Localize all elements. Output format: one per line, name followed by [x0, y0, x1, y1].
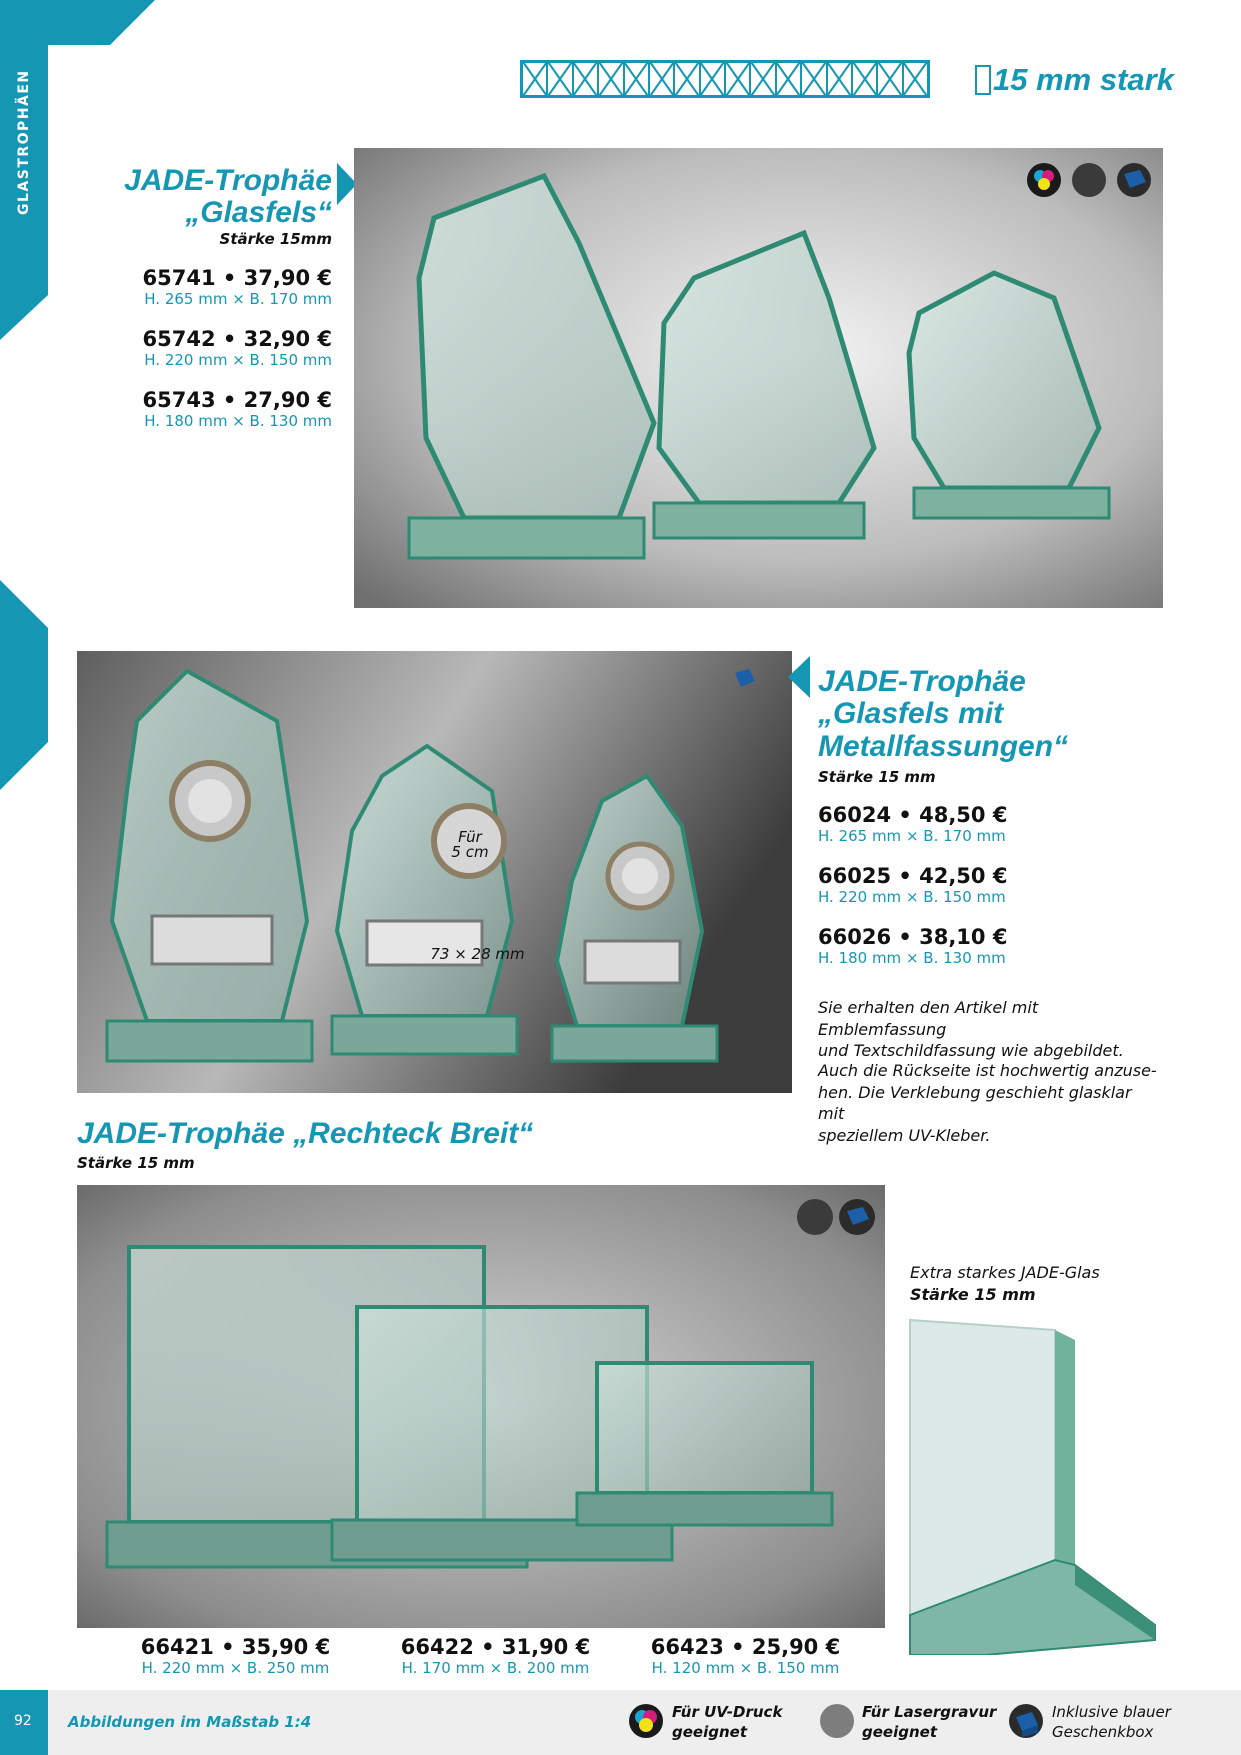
item-price: 66421 • 35,90 €	[140, 1635, 331, 1659]
footer-scale-note: Abbildungen im Maßstab 1:4	[68, 1713, 312, 1731]
metallfassungen-description-2	[818, 1060, 1158, 1146]
item-price: 65741 • 37,90 €	[142, 266, 332, 290]
rechteck-item	[638, 1635, 853, 1677]
plate-size-label: 73 × 28 mm	[430, 945, 525, 963]
footer-laser	[862, 1703, 996, 1742]
item-price: 65742 • 32,90 €	[142, 327, 332, 351]
item-dimensions: H. 220 mm × B. 250 mm	[141, 1659, 330, 1677]
uv-print-icon	[628, 1703, 664, 1739]
item-price: 65743 • 27,90 €	[142, 388, 332, 412]
glasfels-strength: Stärke 15mm	[219, 230, 332, 248]
item-dimensions: H. 120 mm × B. 150 mm	[651, 1659, 840, 1677]
missing-glyph-box	[975, 65, 991, 95]
header-garbled-title	[520, 60, 930, 98]
rechteck-title: JADE-Trophäe „Rechteck Breit“	[77, 1117, 534, 1150]
glasfels-title-line1: JADE-Trophäe	[124, 164, 332, 197]
glass-thickness-sample	[905, 1310, 1165, 1655]
metallfassungen-description-1	[818, 997, 1158, 1062]
footer-uv-line2: geeignet	[672, 1722, 747, 1741]
rechteck-strength: Stärke 15 mm	[77, 1154, 195, 1172]
metallfassungen-price-list	[818, 803, 1148, 967]
glass-caption-line1: Extra starkes JADE-Glas	[910, 1263, 1100, 1282]
side-category-label	[16, 201, 32, 215]
glasfels-product-photo	[354, 148, 1163, 608]
glass-caption-line2: Stärke 15 mm	[910, 1284, 1036, 1304]
desc2-line3: speziellem UV-Kleber.	[818, 1125, 991, 1145]
glass-sample-caption	[910, 1262, 1210, 1305]
footer-gift-box	[1052, 1703, 1171, 1742]
emblem-label-line2: 5 cm	[451, 843, 489, 861]
metallfassungen-strength: Stärke 15 mm	[818, 768, 936, 786]
glasfels-item	[100, 266, 332, 308]
glasfels-item	[100, 388, 332, 430]
item-dimensions: H. 220 mm × B. 150 mm	[144, 351, 332, 369]
gift-box-icon	[1008, 1703, 1044, 1739]
emblem-label-line1: Für	[458, 828, 482, 846]
desc1-line2: und Textschildfassung wie abgebildet.	[818, 1041, 1124, 1061]
metallfassungen-item	[818, 864, 1148, 906]
laser-engraving-icon	[820, 1704, 854, 1738]
item-dimensions: H. 170 mm × B. 200 mm	[401, 1659, 590, 1677]
item-price: 66422 • 31,90 €	[400, 1635, 591, 1659]
footer-laser-line1: Für Lasergravur	[862, 1703, 997, 1721]
header-thickness	[975, 62, 1174, 98]
footer-uv-line1: Für UV-Druck	[672, 1703, 783, 1721]
rechteck-product-photo	[77, 1185, 885, 1628]
item-dimensions: H. 180 mm × B. 130 mm	[818, 949, 1006, 967]
desc1-line1: Sie erhalten den Artikel mit Emblemfassung	[818, 998, 1039, 1039]
emblem-size-label	[440, 830, 500, 860]
metallfassungen-item	[818, 925, 1148, 967]
rechteck-item	[128, 1635, 343, 1677]
metallfassungen-title	[818, 666, 1148, 763]
footer-box-line2: Geschenkbox	[1052, 1722, 1154, 1741]
desc2-line2: hen. Die Verklebung geschieht glasklar mit	[818, 1082, 1132, 1124]
rechteck-item	[388, 1635, 603, 1677]
metallfassungen-title-line3: Metallfassungen“	[818, 729, 1069, 763]
item-price: 66423 • 25,90 €	[650, 1635, 841, 1659]
item-dimensions: H. 265 mm × B. 170 mm	[818, 827, 1006, 845]
footer-box-line1: Inklusive blauer	[1052, 1703, 1171, 1721]
item-price: 66024 • 48,50 €	[818, 803, 1008, 827]
footer-laser-line2: geeignet	[862, 1722, 937, 1741]
item-dimensions: H. 220 mm × B. 150 mm	[818, 888, 1006, 906]
thickness-label: 15 mm stark	[993, 62, 1174, 97]
glasfels-price-list	[100, 266, 332, 430]
item-price: 66026 • 38,10 €	[818, 925, 1008, 949]
metallfassungen-item	[818, 803, 1148, 845]
metallfassungen-title-line2: „Glasfels mit	[818, 697, 1004, 731]
metallfassungen-product-photo	[77, 651, 792, 1093]
glasfels-item	[100, 327, 332, 369]
glasfels-title	[100, 165, 332, 230]
footer-uv-print	[672, 1703, 782, 1742]
item-dimensions: H. 265 mm × B. 170 mm	[144, 290, 332, 308]
side-tab-middle	[0, 580, 48, 790]
metallfassungen-title-line1: JADE-Trophäe	[818, 665, 1026, 698]
metallfassungen-pointer-arrow	[788, 656, 810, 698]
page-number: 92	[14, 1713, 32, 1729]
item-dimensions: H. 180 mm × B. 130 mm	[144, 412, 332, 430]
item-price: 66025 • 42,50 €	[818, 864, 1008, 888]
glasfels-title-line2: „Glasfels“	[185, 196, 332, 230]
desc2-line1: Auch die Rückseite ist hochwertig anzuse-	[818, 1061, 1157, 1080]
